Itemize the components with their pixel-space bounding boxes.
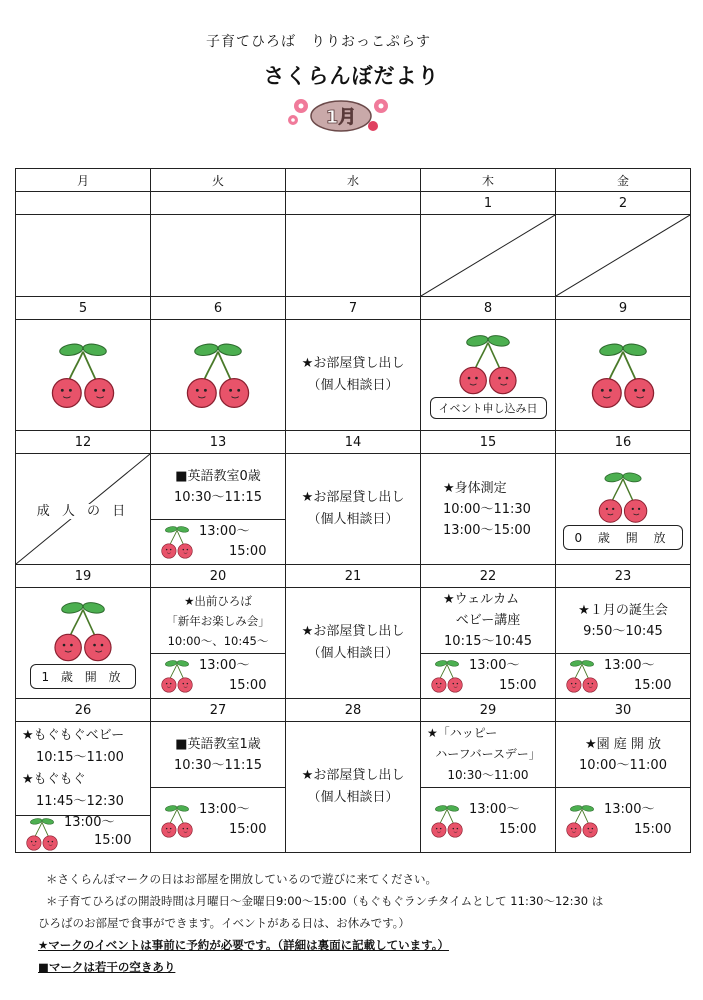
rent-line: ★お部屋貸し出し (301, 490, 405, 505)
event-time: 10:00～、10:45～ (167, 633, 269, 648)
day-cell (151, 320, 286, 431)
day-cell (151, 588, 286, 699)
cherry-icon (47, 339, 119, 411)
notes-section (38, 868, 603, 978)
date-number: 23 (556, 565, 691, 588)
cherry-icon (159, 802, 195, 840)
open-age-label: 1 歳 開 放 (30, 664, 135, 689)
day-cell (556, 588, 691, 699)
month-badge (287, 94, 397, 134)
rent-line: （個人相談日） (307, 512, 399, 527)
open-start: 13:00～ (64, 815, 115, 830)
event-time: 11:45～12:30 (36, 793, 124, 809)
day-cell (151, 722, 286, 853)
day-cell-closed (556, 215, 691, 297)
open-age-label: 0 歳 開 放 (563, 525, 682, 550)
cherry-icon (564, 802, 600, 840)
open-start: 13:00～ (469, 658, 520, 673)
day-cell (421, 722, 556, 853)
day-cell (16, 722, 151, 853)
cherry-icon (595, 469, 651, 525)
cherry-icon (50, 598, 116, 664)
day-cell (151, 454, 286, 565)
date-number: 9 (556, 297, 691, 320)
diagonal-line (556, 215, 690, 296)
date-number: 22 (421, 565, 556, 588)
date-number: 20 (151, 565, 286, 588)
event-title: ★ウェルカム (443, 592, 520, 607)
weekday-header: 水 (286, 169, 421, 192)
rent-line: ★お部屋貸し出し (301, 356, 405, 371)
event-time: 10:00～11:00 (579, 757, 667, 773)
date-number: 1 (421, 192, 556, 215)
open-end: 15:00 (94, 833, 132, 848)
event-time: 10:30～11:15 (174, 489, 262, 505)
date-number: 29 (421, 699, 556, 722)
rent-line: （個人相談日） (307, 378, 399, 393)
cherry-icon (455, 331, 521, 397)
open-start: 13:00～ (604, 658, 655, 673)
date-number (151, 192, 286, 215)
event-title: ★「ハッピー (427, 726, 498, 740)
event-time: 9:50～10:45 (583, 623, 663, 639)
cherry-icon (159, 657, 195, 695)
cherry-icon (564, 657, 600, 695)
open-end: 15:00 (229, 678, 267, 693)
event-subtitle: ハーフバースデー」 (435, 747, 541, 761)
date-number: 2 (556, 192, 691, 215)
open-start: 13:00～ (469, 802, 520, 817)
day-cell-empty (151, 215, 286, 297)
open-end: 15:00 (634, 678, 672, 693)
open-end: 15:00 (634, 822, 672, 837)
newsletter-subtitle: 子育てひろば りりおっこぷらす (206, 34, 431, 50)
day-cell (286, 588, 421, 699)
day-cell-holiday (16, 454, 151, 565)
event-title: ★園 庭 開 放 (584, 736, 662, 752)
weekday-header: 月 (16, 169, 151, 192)
event-label: イベント申し込み日 (430, 397, 547, 419)
flower-icon (288, 99, 308, 125)
open-start: 13:00～ (604, 802, 655, 817)
cherry-icon (24, 815, 60, 853)
event-time: 10:15～11:00 (36, 749, 124, 765)
rent-line: （個人相談日） (307, 646, 399, 661)
event-title: ★もぐもぐ (22, 771, 86, 787)
event-time: 10:30～11:15 (174, 757, 262, 773)
rent-line: ★お部屋貸し出し (301, 768, 405, 783)
open-end: 15:00 (229, 822, 267, 837)
cherry-icon (587, 339, 659, 411)
date-number: 14 (286, 431, 421, 454)
open-end: 15:00 (499, 678, 537, 693)
note-line: ＊さくらんぼマークの日はお部屋を開放しているので遊びに来てください。 (46, 872, 437, 886)
day-cell-empty (16, 215, 151, 297)
calendar-table (15, 168, 691, 853)
date-number: 19 (16, 565, 151, 588)
date-number: 27 (151, 699, 286, 722)
holiday-label: 成 人 の 日 (36, 503, 130, 519)
day-cell (421, 454, 556, 565)
date-number: 5 (16, 297, 151, 320)
weekday-header: 火 (151, 169, 286, 192)
day-cell (556, 320, 691, 431)
open-start: 13:00～ (199, 802, 250, 817)
rent-line: ★お部屋貸し出し (301, 624, 405, 639)
event-title: ★出前ひろば (184, 593, 252, 608)
day-cell (421, 588, 556, 699)
cherry-icon (182, 339, 254, 411)
day-cell-empty (286, 215, 421, 297)
note-reservation: ★マークのイベントは事前に予約が必要です。（詳細は裏面に記載しています。） (38, 938, 449, 952)
day-cell (16, 320, 151, 431)
day-cell (556, 722, 691, 853)
event-title: ■英語教室1歳 (175, 736, 261, 752)
month-label: 1月 (325, 107, 357, 128)
diagonal-line (421, 215, 555, 296)
day-cell (286, 722, 421, 853)
event-title: ★もぐもぐベビー (22, 727, 125, 743)
cherry-icon (429, 802, 465, 840)
note-line: ＊子育てひろばの開設時間は月曜日～金曜日9:00～15:00（もぐもぐランチタイムとして 11:30～12:30 は (46, 894, 604, 908)
date-number: 16 (556, 431, 691, 454)
date-number (16, 192, 151, 215)
weekday-header: 木 (421, 169, 556, 192)
newsletter-title: さくらんぼだより (263, 64, 440, 88)
cherry-icon (429, 657, 465, 695)
event-subtitle: ベビー講座 (455, 613, 521, 628)
event-time: 13:00～15:00 (443, 522, 531, 538)
weekday-header-row (16, 169, 691, 192)
date-number: 21 (286, 565, 421, 588)
date-number: 6 (151, 297, 286, 320)
date-number: 13 (151, 431, 286, 454)
day-cell-closed (421, 215, 556, 297)
open-end: 15:00 (499, 822, 537, 837)
date-number (286, 192, 421, 215)
cherry-icon (159, 523, 195, 561)
date-number: 26 (16, 699, 151, 722)
weekday-header: 金 (556, 169, 691, 192)
event-title: ★１月の誕生会 (578, 602, 668, 618)
note-availability: ■マークは若干の空きあり (38, 960, 176, 974)
event-title: ■英語教室0歳 (175, 468, 261, 484)
event-time: 10:15～10:45 (444, 634, 532, 649)
date-number: 12 (16, 431, 151, 454)
event-time: 10:00～11:30 (443, 501, 531, 517)
event-title: ★身体測定 (443, 480, 507, 496)
date-number: 28 (286, 699, 421, 722)
day-cell (286, 320, 421, 431)
day-cell (16, 588, 151, 699)
open-start: 13:00～ (199, 524, 250, 539)
event-time: 10:30～11:00 (447, 768, 529, 782)
note-line: ひろばのお部屋で食事ができます。イベントがある日は、お休みです。） (38, 916, 410, 930)
open-end: 15:00 (229, 544, 267, 559)
date-number: 15 (421, 431, 556, 454)
day-cell (556, 454, 691, 565)
date-number: 30 (556, 699, 691, 722)
date-number: 7 (286, 297, 421, 320)
event-subtitle: 「新年お楽しみ会」 (166, 613, 270, 628)
day-cell (421, 320, 556, 431)
open-start: 13:00～ (199, 658, 250, 673)
date-number: 8 (421, 297, 556, 320)
day-cell (286, 454, 421, 565)
rent-line: （個人相談日） (307, 790, 399, 805)
